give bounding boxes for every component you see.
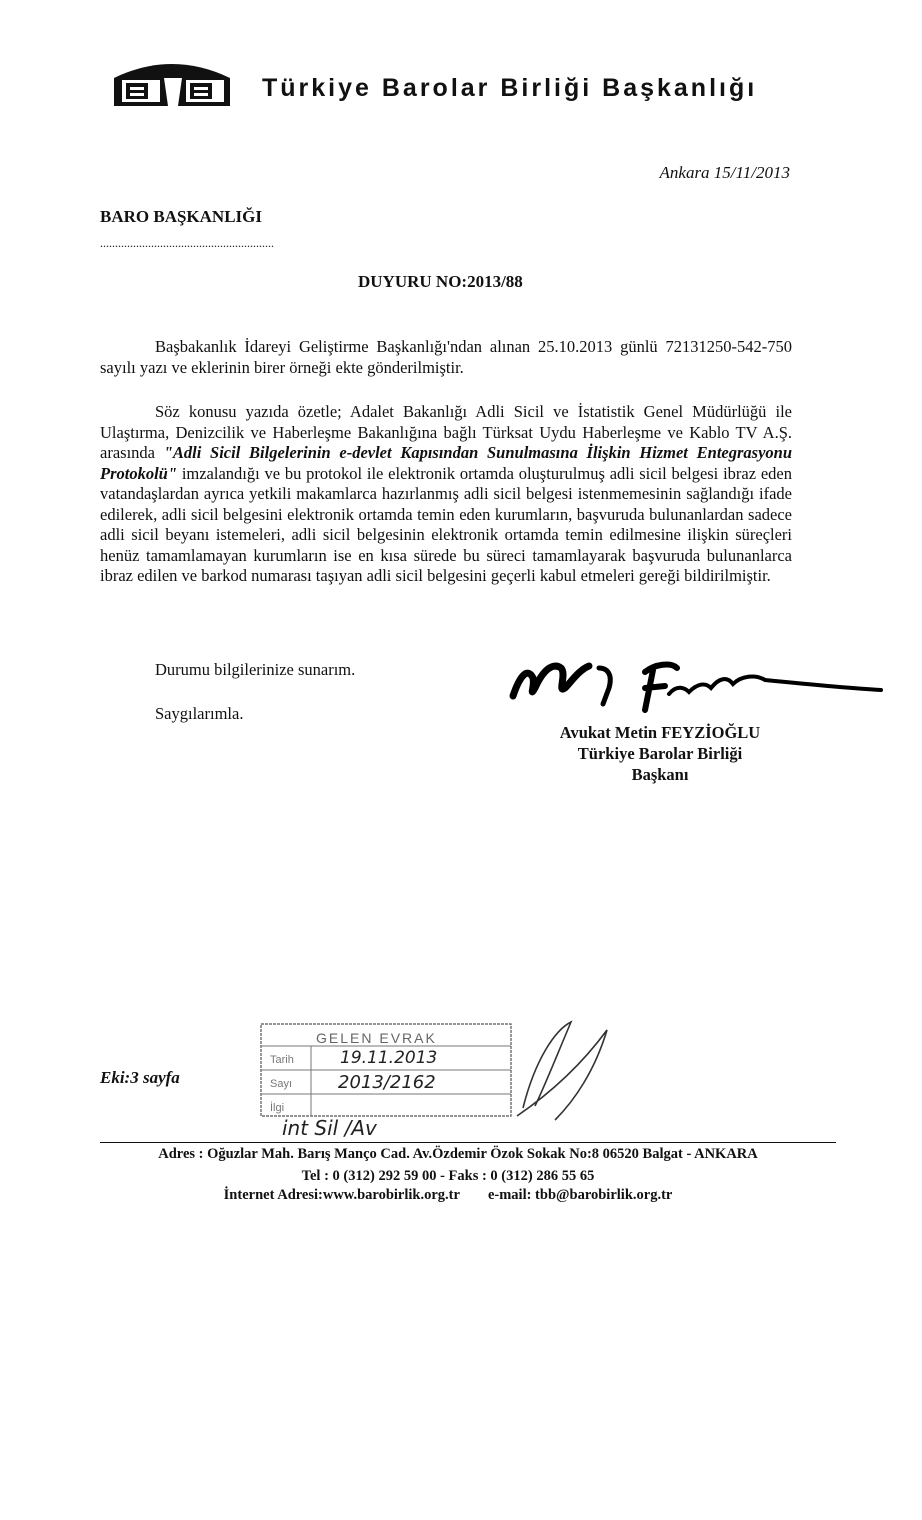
closing-line-2: Saygılarımla. bbox=[155, 704, 244, 723]
recipient-dotted-line: .......................................................... bbox=[100, 236, 274, 250]
tbb-logo bbox=[112, 56, 234, 108]
stamp-title: GELEN EVRAK bbox=[316, 1030, 437, 1046]
paragraph-1: Başbakanlık İdareyi Geliştirme Başkanlığı'ndan alınan 25.10.2013 günlü 72131250-542-750 sayılı yazı ve eklerinin birer örneği ekte gönderilmiştir. bbox=[100, 337, 792, 377]
footer-phones: Tel : 0 (312) 292 59 00 - Faks : 0 (312) 286 55 65 bbox=[301, 1168, 595, 1184]
signer-block bbox=[530, 722, 790, 785]
stamp-reference-label: İlgi bbox=[270, 1102, 285, 1114]
organization-title: Türkiye Barolar Birliği Başkanlığı bbox=[262, 74, 758, 102]
stamp-date-value: 19.11.2013 bbox=[340, 1048, 438, 1068]
paragraph-2-lead: Söz konusu yazıda özetle; Adalet Bakanlığı Adli Sicil ve İstatistik Genel Müdürlüğü ile Ulaştırma, Denizcilik ve Haberleşme Bakanlığına bağlı Türksat Uydu Haberleşme ve Kablo TV A.Ş. arasında bbox=[100, 402, 792, 462]
footer-email: e-mail: tbb@barobirlik.org.tr bbox=[487, 1187, 673, 1203]
footer-address: Adres : Oğuzlar Mah. Barış Manço Cad. Av.Özdemir Özok Sokak No:8 06520 Balgat - ANKARA bbox=[158, 1146, 758, 1162]
paragraph-2-rest: imzalandığı ve bu protokol ile elektronik ortamda oluşturulmuş adli sicil belgesi ibraz eden vatandaşlardan ayrıca yetkili makamlarca hazırlanmış adli sicil belgesi istenmemesinin sağlandığı ifade edilerek, adli sicil belgesini elektronik ortamda temin eden kurumların, başvuruda bulunanlardan sadece adli sicil beyanı istemeleri, adli sicil belgesinin elektronik ortamda temin edilmesine ilişkin süreçleri henüz tamamlamayan kurumların ise en kısa sürede bu süreci tamamlayarak başvuruda bulunanlarca ibraz edilen ve barkod numarası taşıyan adli sicil belgesini geçerli kabul etmeleri gereği bildirilmiştir. bbox=[100, 463, 792, 585]
footer-web-email bbox=[80, 1187, 816, 1204]
letter-date: Ankara 15/11/2013 bbox=[659, 163, 790, 182]
recipient: BARO BAŞKANLIĞI bbox=[100, 207, 263, 226]
signature bbox=[505, 648, 885, 728]
footer-website: İnternet Adresi:www.barobirlik.org.tr bbox=[223, 1187, 460, 1203]
stamp-date-label: Tarih bbox=[270, 1054, 294, 1066]
protocol-title: "Adli Sicil Bilgelerinin e-devlet Kapısından Sunulmasına İlişkin Hizmet Entegrasyonu Protokolü" bbox=[100, 443, 792, 483]
footer-divider bbox=[100, 1142, 836, 1143]
signer-title: Başkanı bbox=[631, 765, 689, 784]
stamp-number-label: Sayı bbox=[270, 1078, 293, 1090]
stamp-number-value: 2013/2162 bbox=[338, 1072, 436, 1093]
attachment-note: Eki:3 sayfa bbox=[100, 1068, 180, 1087]
closing-line-1: Durumu bilgilerinize sunarım. bbox=[155, 660, 356, 679]
signer-name: Avukat Metin FEYZİOĞLU bbox=[559, 723, 761, 742]
signer-organization: Türkiye Barolar Birliği bbox=[577, 744, 743, 763]
handwritten-note: int Sil /Av bbox=[282, 1116, 377, 1140]
paragraph-2 bbox=[100, 402, 792, 587]
notice-number: DUYURU NO:2013/88 bbox=[358, 272, 523, 291]
